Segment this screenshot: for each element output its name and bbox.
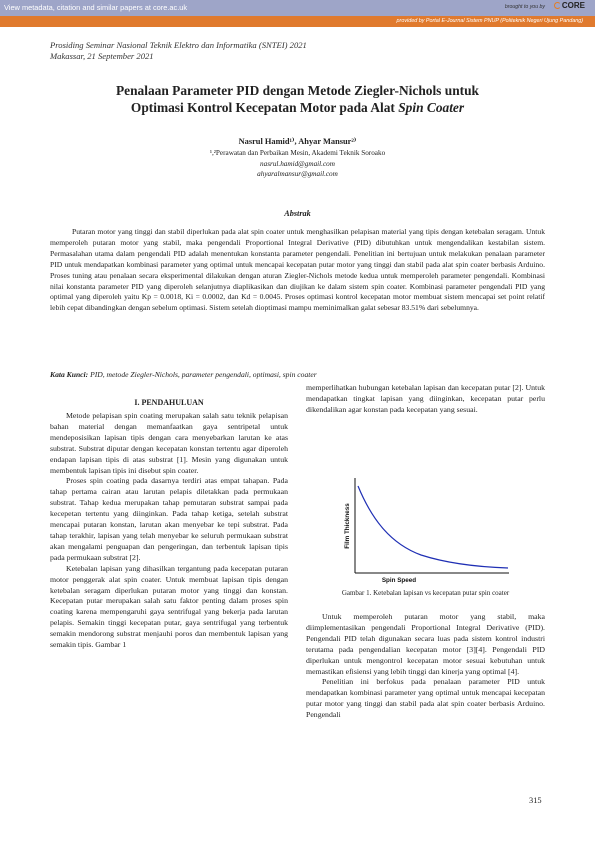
affiliation-block	[50, 148, 545, 180]
paragraph-4: Untuk memperoleh putaran motor yang stabil, maka diimplementasikan pengendali Proportional Integral Derivative (PID). Pengendali PID telah digunakan secara luas pada sistem kontrol industri terutama pada pengendalian kecepatan motor [3][4]. Pengendali PID diperlukan untuk mengontrol kecepatan motor sesuai kebutuhan untuk memastikan efisiensi yang lebih tinggi dan kinerja yang optimal [4].	[306, 612, 545, 676]
proceedings-name: Prosiding Seminar Nasional Teknik Elektro dan Informatika (SNTEI) 2021	[50, 40, 307, 50]
core-logo-text: CORE	[561, 1, 585, 10]
paragraph-1: Metode pelapisan spin coating merupakan salah satu teknik pelapisan bahan material dengan memanfaatkan gaya sentripetal untuk mendeposisikan lapisan tipis dengan cara menyebarkan larutan ke atas substrat. Substrat diputar dengan kecepatan konstan tertentu agar diperoleh endapan lapisan tipis di atas substrat [1]. Mesin yang digunakan untuk membentuk lapisan tipis ini disebut spin coater.	[50, 411, 288, 475]
paper-title	[50, 82, 545, 116]
keywords-text: PID, metode Ziegler-Nichols, parameter pengendali, optimasi, spin coater	[90, 370, 317, 379]
page-number: 315	[529, 796, 542, 805]
section-heading-introduction: I. PENDAHULUAN	[134, 398, 204, 407]
keywords-label: Kata Kunci:	[50, 370, 89, 379]
email-2-text: ahyaralmansur@gmail.com	[257, 170, 338, 178]
left-column	[50, 411, 288, 651]
affiliation: ¹,²Perawatan dan Perbaikan Mesin, Akademi Teknik Soroako	[209, 149, 386, 157]
figure-1-caption: Gambar 1. Ketebalan lapisan vs kecepatan putar spin coater	[341, 589, 510, 597]
right-column-bottom	[306, 612, 545, 721]
brought-by-text: brought to you by	[504, 4, 545, 10]
title-line-2	[50, 99, 545, 116]
email-1-text: nasrul.hamid@gmail.com	[260, 159, 335, 168]
proceedings-header	[50, 40, 307, 61]
title-line-2-text: Optimasi Kontrol Kecepatan Motor pada Alat	[130, 100, 399, 115]
title-line-1: Penalaan Parameter PID dengan Metode Ziegler-Nichols untuk	[115, 83, 479, 98]
provided-by-link[interactable]: provided by Portal E-Journal Sistem PNUP (Politeknik Negeri Ujung Pandang)	[396, 18, 583, 24]
paragraph-5: Penelitian ini berfokus pada penalaan parameter PID untuk mendapatkan kombinasi parameter yang optimal untuk mencapai kecepatan putar motor yang tinggi dan stabil pada alat spin coater berbasis Arduino. Pengendali	[306, 677, 545, 720]
metadata-link[interactable]: View metadata, citation and similar papers at core.ac.uk	[4, 3, 188, 12]
x-axis-label: Spin Speed	[381, 577, 417, 584]
core-metadata-bar	[0, 0, 595, 16]
paragraph-3: Ketebalan lapisan yang dihasilkan tergantung pada kecepatan putaran motor penggerak alat spin coater. Untuk membuat lapisan tipis dengan ketebalan seragam diperlukan putaran motor yang tinggi dan konstan. Kecepatan putar merupakan salah satu faktor penting dalam proses spin coating karena mempengaruhi gaya sentrifugal yang bekerja pada larutan pelapis. Semakin tinggi kecepatan putar, gaya sentrifugal yang terbentuk semakin mendorong substrat menjauhi poros dan membentuk lapisan yang semakin tipis. Gambar 1	[50, 563, 288, 650]
figure-1-thickness-vs-speed	[339, 472, 512, 584]
paragraph-2: Proses spin coating pada dasarnya terdiri atas empat tahapan. Pada tahap pertama cairan atau larutan pelapis diletakkan pada permukaan substrat. Tahap kedua merupakan tahap pemutaran substrat sampai pada kecepetan tertentu yang diinginkan. Pada tahap ketiga, setelah substrat mencapai putaran konstan, larutan akan menyebar ke tepi substrat. Pada tahap terakhir, lapisan yang telah menyebar ke seluruh permukaan substrat akan mengalami penguapan dan pengeringan, dan terbentuk lapisan tipis pada permukaan substrat [2].	[50, 476, 288, 562]
proceedings-date: Makassar, 21 September 2021	[50, 50, 154, 61]
paragraph-3-continued: memperlihatkan hubungan ketebalan lapisan dan kecepatan putar [2]. Untuk mendapatkan tingkat lapisan yang diinginkan, kecepatan putar perlu dikendalikan agar konstan pada kecepatan yang sesuai.	[306, 383, 545, 414]
core-logo[interactable]	[554, 1, 585, 10]
right-column-top	[306, 383, 545, 416]
keywords	[50, 370, 545, 379]
email-1[interactable]	[50, 159, 545, 170]
email-2[interactable]	[50, 169, 545, 180]
provider-bar	[0, 16, 595, 27]
core-logo-icon	[554, 2, 561, 9]
y-axis-label: Film Thickness	[344, 503, 351, 549]
authors: Nasrul Hamid¹⁾, Ahyar Mansur²⁾	[238, 137, 357, 146]
abstract-text: Putaran motor yang tinggi dan stabil diperlukan pada alat spin coater untuk menghasilkan pelapisan material yang tipis dengan ketebalan seragam. Untuk memperoleh putaran motor yang stabil, maka pengendali Proportional Integral Derivative (PID) dibutuhkan untuk mengendalikan kestabilan sistem. Permasalahan utama dalam pengendali PID adalah menentukan konstanta parameter pengendali. Penelitian ini bertujuan untuk melakukan penalaan parameter PID untuk mendapatkan kombinasi parameter yang optimal untuk mencapai kecepatan putar motor yang tinggi dan stabil pada alat spin coater berbasis Arduino. Proses tuning atau penalaan secara eksperimental dilakukan dengan aturan Ziegler-Nichols metode kedua untuk memperoleh parameter pengendali. Kombinasi nilai konstanta parameter PID yang diperoleh selanjutnya diaplikasikan dan diujikan ke dalam sistem spin coater. Kombinasi parameter pengendali PID yang optimal yang diperoleh yaitu Kp = 0.0018, Ki = 0.0002, dan Kd = 0.0045. Proses optimasi kontrol kecepatan motor membuat sistem mencapai set point relatif lebih cepat dibandingkan dengan sebelum optimasi. Sistem setelah dioptimasi mampu meminimalkan galat sebesar 83.51% dari sebelumnya.	[50, 227, 545, 313]
abstract-heading: Abstrak	[284, 209, 311, 218]
title-line-2-italic: Spin Coater	[398, 100, 465, 115]
